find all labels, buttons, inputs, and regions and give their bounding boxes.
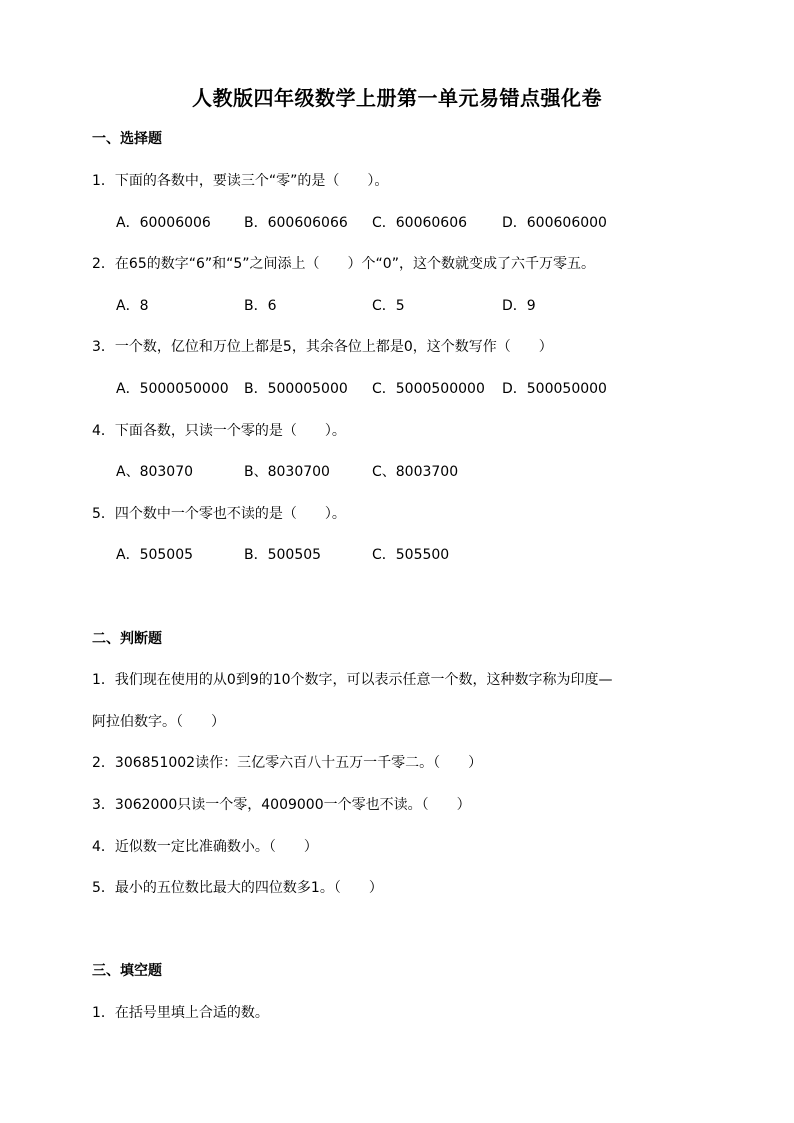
question-text: 1．在括号里填上合适的数。 [92, 1005, 269, 1021]
question-text: 4．下面各数，只读一个零的是（ ）。 [92, 423, 346, 439]
option-b: B、8030700 [244, 464, 330, 480]
option-a: A．505005 [116, 547, 194, 563]
option-a: A．60006006 [116, 215, 211, 231]
option-d: D．600606000 [502, 215, 607, 231]
question-text: 3．一个数，亿位和万位上都是5，其余各位上都是0，这个数写作（ ） [92, 339, 553, 355]
option-a: A．5000050000 [116, 381, 229, 397]
option-d: D．500050000 [502, 381, 607, 397]
option-b: B．500505 [244, 547, 322, 563]
option-b: B．600606066 [244, 215, 348, 231]
option-c: C．5000500000 [372, 381, 485, 397]
question-text: 1．下面的各数中，要读三个“零”的是（ ）。 [92, 173, 389, 189]
question-text: 5．四个数中一个零也不读的是（ ）。 [92, 506, 346, 522]
section-heading-choice: 一、选择题 [92, 131, 162, 147]
question-text: 阿拉伯数字。（ ） [92, 714, 225, 730]
option-c: C．5 [372, 298, 405, 314]
question-text: 5．最小的五位数比最大的四位数多1。（ ） [92, 880, 383, 896]
option-a: A、803070 [116, 464, 194, 480]
section-heading-judgement: 二、判断题 [92, 631, 162, 647]
page-title: 人教版四年级数学上册第一单元易错点强化卷 [192, 86, 602, 110]
option-c: C、8003700 [372, 464, 459, 480]
section-heading-fill: 三、填空题 [92, 963, 162, 979]
question-text: 3．3062000只读一个零，4009000一个零也不读。（ ） [92, 797, 471, 813]
option-d: D．9 [502, 298, 536, 314]
question-text: 4．近似数一定比准确数小。（ ） [92, 839, 318, 855]
question-text: 1．我们现在使用的从0到9的10个数字，可以表示任意一个数，这种数字称为印度— [92, 672, 613, 688]
option-c: C．60060606 [372, 215, 468, 231]
option-a: A．8 [116, 298, 149, 314]
option-b: B．500005000 [244, 381, 348, 397]
question-text: 2．在65的数字“6”和“5”之间添上（ ）个“0”，这个数就变成了六千万零五。 [92, 256, 595, 272]
question-text: 2．306851002读作：三亿零六百八十五万一千零二。（ ） [92, 755, 483, 771]
option-c: C．505500 [372, 547, 450, 563]
option-b: B．6 [244, 298, 277, 314]
